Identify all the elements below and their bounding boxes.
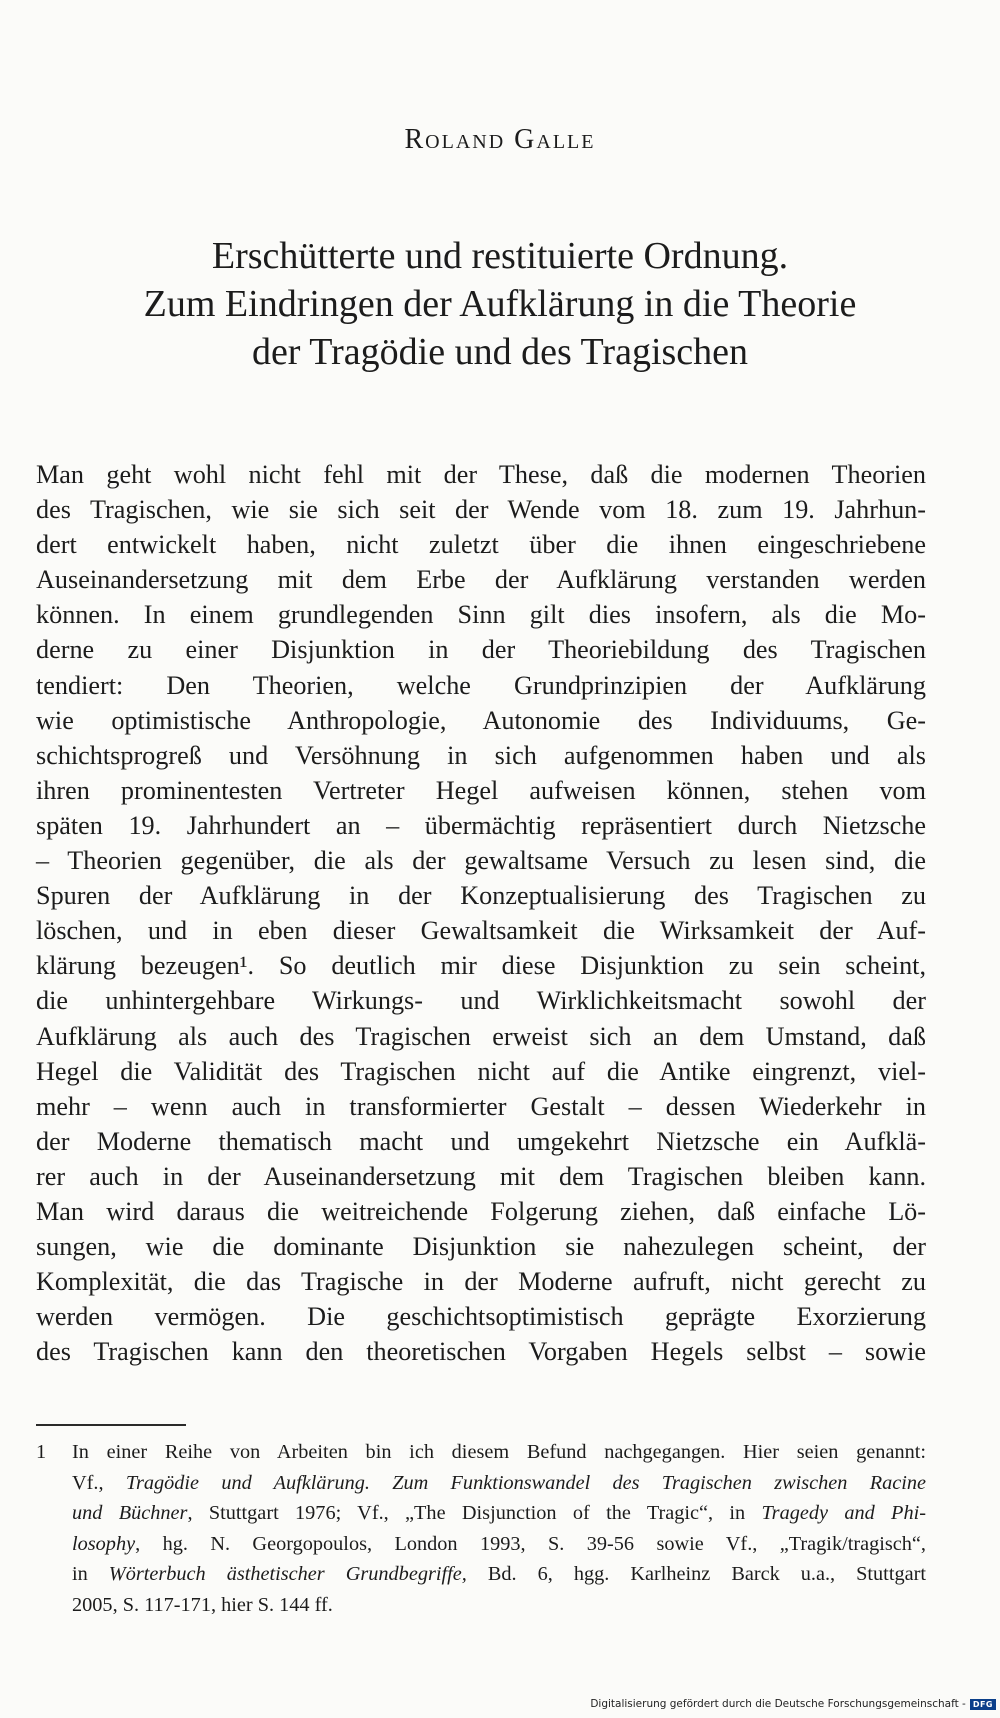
title-line: Zum Eindringen der Aufklärung in die Theorie — [143, 283, 857, 325]
title-line: Erschütterte und restituierte Ordnung. — [211, 235, 789, 277]
footnote-text-segment: Vf., — [72, 1471, 126, 1494]
footnote-line — [72, 1468, 926, 1499]
dfg-logo: DFG — [970, 1699, 996, 1710]
digitization-credit — [590, 1698, 996, 1710]
body-line: wie optimistische Anthropologie, Autonomie des Individuums, Ge- — [36, 705, 926, 735]
body-line: dert entwickelt haben, nicht zuletzt über die ihnen eingeschriebene — [36, 530, 926, 560]
footnote-line — [72, 1529, 926, 1560]
cited-title: Wörterbuch ästhetischer Grundbegriffe, — [108, 1563, 467, 1585]
body-line: tendiert: Den Theorien, welche Grundprinzipien der Aufklärung — [36, 670, 926, 700]
body-line: Man wird daraus die weitreichende Folgerung ziehen, daß einfache Lö- — [36, 1196, 926, 1226]
credit-text: Digitalisierung gefördert durch die Deutsche Forschungsgemeinschaft - — [590, 1698, 966, 1710]
footnote-text — [72, 1437, 926, 1620]
footnote-text-segment: in — [72, 1563, 109, 1585]
body-line: Auseinandersetzung mit dem Erbe der Aufklärung verstanden werden — [36, 565, 926, 595]
footnote-text-segment: Bd. 6, hgg. Karlheinz Barck u.a., Stuttgart — [466, 1563, 926, 1585]
body-line: können. In einem grundlegenden Sinn gilt dies insofern, als die Mo- — [36, 600, 926, 630]
body-line: mehr – wenn auch in transformierter Gestalt – dessen Wiederkehr in — [36, 1091, 926, 1121]
footnote-line: In einer Reihe von Arbeiten bin ich diesem Befund nachgegangen. Hier seien genannt: — [72, 1441, 926, 1463]
cited-title: und Büchner — [72, 1502, 188, 1524]
body-paragraph — [36, 457, 926, 1369]
footnote-line: 2005, S. 117-171, hier S. 144 ff. — [72, 1593, 333, 1616]
footnote-line — [72, 1559, 926, 1590]
body-line: werden vermögen. Die geschichtsoptimistisch geprägte Exorzierung — [36, 1302, 926, 1332]
body-line: des Tragischen kann den theoretischen Vorgaben Hegels selbst – sowie — [36, 1337, 926, 1367]
title-line: der Tragödie und des Tragischen — [251, 331, 749, 373]
footnote-line — [72, 1498, 926, 1529]
body-line: Hegel die Validität des Tragischen nicht auf die Antike eingrenzt, viel- — [36, 1056, 926, 1086]
body-line: klärung bezeugen¹. So deutlich mir diese Disjunktion zu sein scheint, — [36, 951, 926, 981]
body-line: Aufklärung als auch des Tragischen erweist sich an dem Umstand, daß — [36, 1021, 926, 1051]
body-line: löschen, und in eben dieser Gewaltsamkeit die Wirksamkeit der Auf- — [36, 916, 926, 946]
chapter-title — [40, 232, 960, 376]
body-line: Spuren der Aufklärung in der Konzeptualisierung des Tragischen zu — [36, 881, 926, 911]
cited-title: Tragedy and Phi- — [761, 1502, 926, 1524]
cited-title: Tragödie und Aufklärung. Zum Funktionswandel des Tragischen zwischen Racine — [125, 1471, 926, 1494]
body-line: Komplexität, die das Tragische in der Moderne aufruft, nicht gerecht zu — [36, 1267, 926, 1297]
body-line: Man geht wohl nicht fehl mit der These, daß die modernen Theorien — [36, 460, 926, 489]
body-line: schichtsprogreß und Versöhnung in sich aufgenommen haben und als — [36, 740, 926, 770]
footnote-number: 1 — [36, 1441, 47, 1463]
footnote-text-segment: , hg. N. Georgopoulos, London 1993, S. 39-56 sowie Vf., „Tragik/tragisch“, — [135, 1532, 926, 1555]
body-line: des Tragischen, wie sie sich seit der Wende vom 18. zum 19. Jahrhun- — [36, 495, 926, 525]
body-line: – Theorien gegenüber, die als der gewaltsame Versuch zu lesen sind, die — [36, 846, 926, 876]
body-line: ihren prominentesten Vertreter Hegel aufweisen können, stehen vom — [36, 775, 926, 805]
author-name: Roland Galle — [404, 124, 596, 155]
body-line: sungen, wie die dominante Disjunktion sie nahezulegen scheint, der — [36, 1232, 926, 1262]
footnote-text-segment: , Stuttgart 1976; Vf., „The Disjunction of the Tragic“, in — [187, 1502, 762, 1524]
body-line: derne zu einer Disjunktion in der Theoriebildung des Tragischen — [36, 635, 926, 665]
body-line: der Moderne thematisch macht und umgekehrt Nietzsche ein Aufklä- — [36, 1126, 926, 1156]
body-line: späten 19. Jahrhundert an – übermächtig repräsentiert durch Nietzsche — [36, 810, 926, 840]
cited-title: losophy — [72, 1532, 136, 1555]
footnote-divider — [36, 1424, 186, 1426]
body-line: rer auch in der Auseinandersetzung mit dem Tragischen bleiben kann. — [36, 1161, 926, 1191]
body-line: die unhintergehbare Wirkungs- und Wirklichkeitsmacht sowohl der — [36, 986, 926, 1016]
